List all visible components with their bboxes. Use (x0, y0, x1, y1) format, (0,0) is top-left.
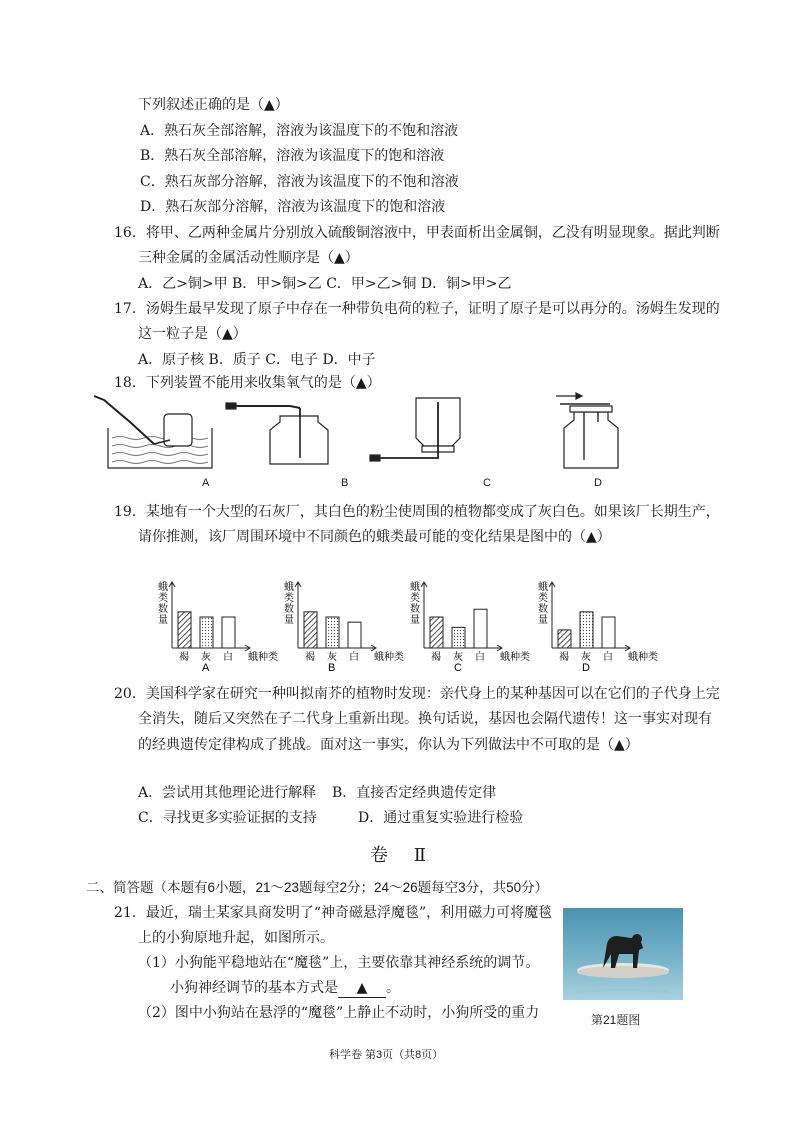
chart-option-label: C (454, 662, 462, 672)
q15-option-d: D．熟石灰部分溶解，溶液为该温度下的饱和溶液 (140, 199, 446, 215)
q20-option-a: A．尝试用其他理论进行解释 (138, 785, 317, 801)
q15-option-b: B．熟石灰全部溶解，溶液为该温度下的饱和溶液 (140, 148, 445, 164)
q21-line1: 21．最近，瑞士某家具商发明了“神奇磁悬浮魔毯”，利用磁力可将魔毯 (114, 905, 553, 921)
apparatus-d-bottle-with-arrow (556, 393, 618, 468)
q20-option-d: D．通过重复实验进行检验 (358, 810, 524, 826)
q20-line3: 的经典遗传定律构成了挑战。面对这一事实，你认为下列做法中不可取的是（▲） (138, 737, 639, 753)
bar-1 (580, 612, 593, 648)
bar-0 (430, 617, 443, 648)
bar-1 (452, 627, 465, 648)
q16-line1: 16．将甲、乙两种金属片分别放入硫酸铜溶液中，甲表面析出金属铜，乙没有明显现象。据此判断 (114, 225, 720, 241)
q21-sub2: （2）图中小狗站在悬浮的“魔毯”上静止不动时，小狗所受的重力 (138, 1005, 540, 1021)
category-label: 褐 (559, 652, 569, 663)
y-axis-label: 蛾类数量 (284, 582, 294, 626)
category-label: 白 (475, 652, 485, 663)
q19-line1: 19．某地有一个大型的石灰厂，其白色的粉尘使周围的植物都变成了灰白色。如果该厂长期生产， (114, 504, 720, 520)
q17-line1: 17．汤姆生最早发现了原子中存在一种带负电荷的粒子，证明了原子是可以再分的。汤姆生发现的 (114, 301, 720, 317)
bar-1 (326, 617, 339, 648)
q21-floating-carpet-dog-photo (563, 908, 683, 1000)
chart-option-label: A (202, 662, 210, 672)
y-axis-label: 蛾类数量 (158, 582, 168, 626)
chart-option-label: D (582, 662, 590, 672)
bar-0 (558, 630, 571, 648)
q16-options: A．乙>铜>甲 B．甲>铜>乙 C．甲>乙>铜 D．铜>甲>乙 (138, 276, 512, 292)
q19-line2: 请你推测，该厂周围环境中不同颜色的蛾类最可能的变化结果是图中的（▲） (138, 529, 611, 545)
q21-sub1b-text: 小狗神经调节的基本方式是 (170, 980, 338, 996)
apparatus-label-a: A (202, 477, 210, 489)
q17-line2: 这一粒子是（▲） (138, 326, 247, 342)
x-axis-label: 蛾种类 (500, 652, 530, 663)
x-axis-label: 蛾种类 (248, 652, 278, 663)
q21-sub1b (170, 979, 400, 998)
answer-blank-marker: ▲ (356, 980, 368, 996)
q18-apparatus-figure (90, 392, 650, 492)
q16-line2: 三种金属的金属活动性顺序是（▲） (138, 250, 359, 266)
part2-title: 卷 Ⅱ (370, 845, 436, 866)
apparatus-a-water-trough (94, 396, 212, 468)
q20-line2: 全消失，随后又突然在子二代身上重新出现。换句话说，基因也会隔代遗传！这一事实对现有 (138, 711, 712, 727)
x-axis-label: 蛾种类 (374, 652, 404, 663)
bar-2 (222, 617, 235, 648)
category-label: 褐 (179, 652, 189, 663)
apparatus-c-inverted-bottle (370, 398, 460, 461)
bar-2 (474, 609, 487, 648)
q19-moth-bar-charts (150, 578, 670, 672)
q21-line2: 上的小狗原地升起，如图所示。 (138, 930, 334, 946)
category-label: 白 (223, 652, 233, 663)
category-label: 灰 (327, 652, 337, 663)
moth-chart-d (538, 580, 658, 672)
q15-stem: 下列叙述正确的是（▲） (138, 97, 289, 113)
bar-1 (200, 617, 213, 648)
q21-sub1b-end: 。 (386, 980, 400, 996)
apparatus-label-b: B (341, 477, 349, 489)
x-axis-label: 蛾种类 (628, 652, 658, 663)
q17-options: A．原子核 B．质子 C．电子 D．中子 (138, 352, 376, 368)
q18-stem: 18．下列装置不能用来收集氧气的是（▲） (114, 375, 381, 391)
moth-chart-c (410, 580, 530, 672)
q15-option-a: A．熟石灰全部溶解，溶液为该温度下的不饱和溶液 (140, 123, 459, 139)
chart-option-label: B (328, 662, 336, 672)
section-heading: 二、简答题（本题有6小题，21～23题每空2分；24～26题每空3分，共50分） (86, 880, 549, 895)
q15-option-c: C．熟石灰部分溶解，溶液为该温度下的不饱和溶液 (140, 174, 459, 190)
q21-sub1a: （1）小狗能平稳地站在“魔毯”上，主要依靠其神经系统的调节。 (138, 955, 540, 971)
figure21-caption: 第21题图 (591, 1013, 641, 1027)
category-label: 灰 (201, 652, 211, 663)
q20-option-c: C．寻找更多实验证据的支持 (138, 810, 317, 826)
page-footer: 科学卷 第3页（共8页） (329, 1049, 444, 1061)
q20-line1: 20．美国科学家在研究一种叫拟南芥的植物时发现：亲代身上的某种基因可以在它们的子代身上完 (114, 686, 720, 702)
category-label: 褐 (305, 652, 315, 663)
apparatus-label-d: D (594, 477, 602, 489)
category-label: 白 (349, 652, 359, 663)
y-axis-label: 蛾类数量 (410, 582, 420, 626)
category-label: 灰 (581, 652, 591, 663)
apparatus-label-c: C (483, 477, 491, 489)
bar-0 (178, 612, 191, 648)
moth-chart-a (158, 580, 278, 672)
category-label: 灰 (453, 652, 463, 663)
answer-blank (338, 979, 386, 998)
bar-0 (304, 612, 317, 648)
y-axis-label: 蛾类数量 (538, 582, 548, 626)
category-label: 白 (603, 652, 613, 663)
bar-2 (348, 622, 361, 648)
category-label: 褐 (431, 652, 441, 663)
moth-chart-b (284, 580, 404, 672)
q20-option-b: B．直接否定经典遗传定律 (332, 785, 497, 801)
bar-2 (602, 617, 615, 648)
apparatus-b-bottle (226, 403, 328, 464)
